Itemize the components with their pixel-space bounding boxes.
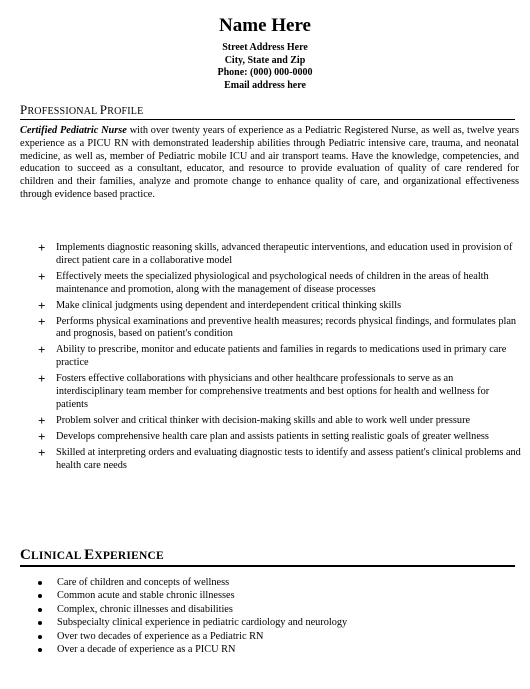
bullet-dot-icon	[38, 648, 42, 652]
clinical-list-item	[37, 576, 507, 589]
heading-initial: P	[99, 102, 108, 117]
profile-bullet-item	[38, 373, 522, 411]
bullet-text: Effectively meets the specialized physiological and psychological needs of children in the areas of health maintenance and promotion, along with the management of disease processes	[56, 270, 489, 295]
clinical-item-text: Common acute and stable chronic illnesses	[57, 590, 235, 602]
plus-bullet-icon: +	[38, 240, 46, 255]
plus-bullet-icon: +	[38, 268, 46, 284]
clinical-experience-list	[37, 576, 507, 657]
bullet-dot-icon	[38, 594, 42, 598]
bullet-dot-icon	[38, 621, 42, 625]
bullet-dot-icon	[38, 635, 42, 639]
candidate-name: Name Here	[219, 15, 311, 36]
profile-bullet-item	[38, 313, 522, 341]
heading-rest: XPERIENCE	[94, 550, 164, 562]
clinical-list-item	[37, 603, 507, 616]
clinical-item-text: Over two decades of experience as a Pediatric RN	[57, 630, 264, 642]
bullet-text: Skilled at interpreting orders and evaluating diagnostic tests to identify and assess patient's clinical problems and health care needs	[56, 446, 521, 471]
clinical-experience-heading	[20, 547, 515, 567]
bullet-text: Make clinical judgments using dependent and interdependent critical thinking skills	[56, 299, 402, 311]
profile-bullet-item	[38, 444, 522, 472]
profile-bullet-item	[38, 412, 522, 428]
email-address: Email address here	[224, 79, 306, 91]
profile-bullet-item	[38, 428, 522, 444]
bullet-text: Performs physical examinations and preventive health measures; records physical findings, and formulates plan and prognosis, based on patient's condition	[56, 315, 517, 340]
summary-text: with over twenty years of experience as a Pediatric Registered Nurse, as well as, twelve years experience as a PICU RN with demonstrated leadership abilities through Pediatric intensive care, trauma, and neonatal medicine, as well as, member of Pediatric mobile ICU and air transport teams. Have the knowledge, competencies, and education to succeed as a consultant, educator, and resource to provide evaluation of quality of care rendered for children and their families, analyze and promote change to enhance quality of care, and organizational effectiveness through evidence based practice.	[20, 125, 519, 200]
professional-profile-heading	[20, 102, 515, 120]
heading-rest: ROFESSIONAL	[27, 106, 100, 117]
contact-block	[0, 42, 530, 92]
heading-rest: LINICAL	[31, 550, 85, 562]
plus-bullet-icon: +	[38, 297, 46, 313]
clinical-item-text: Over a decade of experience as a PICU RN	[57, 644, 236, 656]
clinical-list-item	[37, 643, 507, 656]
bullet-dot-icon	[38, 608, 42, 612]
clinical-item-text: Care of children and concepts of wellness	[57, 577, 230, 588]
heading-initial: E	[84, 547, 95, 563]
bullet-dot-icon	[38, 581, 42, 585]
profile-bullet-item	[38, 268, 522, 296]
summary-lead: Certified Pediatric Nurse	[20, 125, 127, 136]
street-address: Street Address Here	[222, 42, 308, 53]
city-state-zip: City, State and Zip	[224, 54, 306, 66]
phone-number: Phone: (000) 000-0000	[217, 67, 313, 79]
clinical-list-item	[37, 616, 507, 629]
heading-rest: ROFILE	[107, 106, 144, 117]
profile-bullet-item	[38, 344, 522, 369]
bullet-text: Develops comprehensive health care plan and assists patients in setting realistic goals of greater wellness	[56, 430, 489, 442]
heading-initial: P	[20, 102, 28, 117]
bullet-text: Implements diagnostic reasoning skills, advanced therapeutic interventions, and education used in provision of direct patient care in a collaborative model	[56, 242, 513, 266]
profile-bullet-item	[38, 297, 522, 313]
plus-bullet-icon: +	[38, 428, 46, 444]
clinical-list-item	[37, 630, 507, 643]
plus-bullet-icon: +	[38, 342, 46, 358]
clinical-item-text: Complex, chronic illnesses and disabilities	[57, 603, 233, 615]
plus-bullet-icon: +	[38, 313, 46, 329]
plus-bullet-icon: +	[38, 371, 46, 387]
clinical-list-item	[37, 589, 507, 602]
profile-bullet-item	[38, 242, 522, 267]
plus-bullet-icon: +	[38, 444, 46, 460]
bullet-text: Problem solver and critical thinker with decision-making skills and able to work well under pressure	[56, 414, 471, 426]
plus-bullet-icon: +	[38, 412, 46, 428]
heading-initial: C	[20, 547, 32, 563]
profile-summary	[20, 125, 519, 202]
bullet-text: Ability to prescribe, monitor and educate patients and families in regards to medications used in primary care practice	[56, 344, 507, 369]
bullet-text: Fosters effective collaborations with physicians and other healthcare professionals to serve as an interdisciplinary team member for comprehensive treatments and best options for health and wellness for patients	[56, 373, 490, 410]
clinical-item-text: Subspecialty clinical experience in pediatric cardiology and neurology	[57, 617, 348, 629]
profile-bullet-list	[38, 242, 522, 476]
